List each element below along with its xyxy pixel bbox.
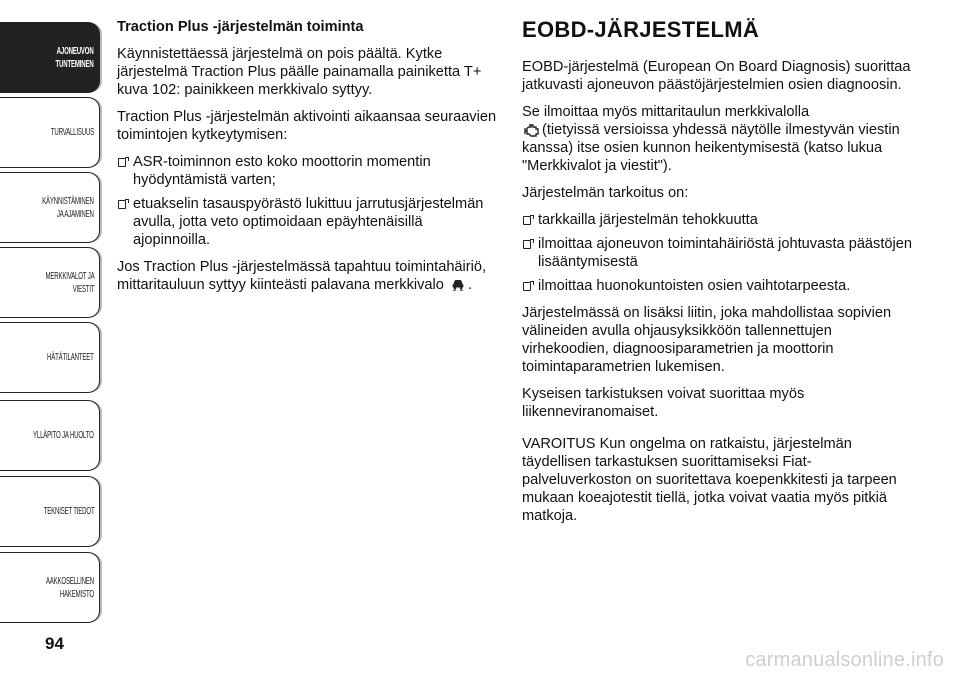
list-item-text: etuakselin tasauspyörästö lukittuu jarrutusjärjestelmän avulla, jotta veto optimoidaan epäyhtenäisillä ajopinnoilla. <box>133 196 484 248</box>
left-column <box>117 18 499 303</box>
paragraph: Traction Plus -järjestelmän aktivointi aikaansaa seuraavien toimintojen kytkeytymisen: <box>117 109 497 143</box>
warning-paragraph: VAROITUS Kun ongelma on ratkaistu, järjestelmän täydellisen tarkastuksen suorittamiseksi Fiat-palveluverkoston on suoritettava koepenkkitesti ja tarpeen mukaan koeajotestit tiellä, jotka voivat vaatia myös pitkiä matkoja. <box>522 436 897 524</box>
tab-hakemisto[interactable] <box>0 552 100 623</box>
tab-label-line: AAKKOSELLINEN <box>45 575 94 587</box>
bullet-list <box>522 211 914 295</box>
tab-label-line: YLLÄPITO JA HUOLTO <box>33 430 94 441</box>
list-item <box>117 195 499 249</box>
tab-label-line: AJONEUVON <box>57 45 94 57</box>
paragraph-text: (tietyissä versioissa yhdessä näytölle ilmestyvän viestin kanssa) itse osien kunnon heikentymisestä (katso lukua "Merkkivalot ja viestit"). <box>522 122 900 174</box>
section-heading: EOBD-JÄRJESTELMÄ <box>522 17 760 42</box>
watermark: carmanualsonline.info <box>745 649 944 671</box>
tab-label-line: KÄYNNISTÄMINEN <box>42 195 94 207</box>
tab-merkkivalot[interactable] <box>0 247 100 318</box>
tab-label-line: JA AJAMINEN <box>57 208 94 220</box>
bullet-icon <box>118 200 126 209</box>
bullet-icon <box>523 216 531 225</box>
paragraph-text: . <box>467 277 473 293</box>
car-skidding-warning-icon <box>450 276 466 292</box>
bullet-icon <box>523 240 531 249</box>
bullet-icon <box>523 282 531 291</box>
list-item-text: ASR-toiminnon esto koko moottorin momentin hyödyntämistä varten; <box>133 154 431 188</box>
paragraph: Käynnistettäessä järjestelmä on pois päältä. Kytke järjestelmä Traction Plus päälle painamalla painiketta T+ kuva 102: painikkeen merkkivalo syttyy. <box>117 46 482 98</box>
bullet-list <box>117 153 499 249</box>
paragraph <box>522 103 914 175</box>
tab-label-line: HÄTÄTILANTEET <box>47 352 94 363</box>
tab-hatatilanteet[interactable] <box>0 322 100 393</box>
tab-label-line: TEKNISET TIEDOT <box>43 506 94 517</box>
paragraph: Järjestelmässä on lisäksi liitin, joka mahdollistaa sopivien välineiden avulla ohjausyksikköön tallennettujen virhekoodien, diagnoosiparametrien ja moottorin toimintaparametrien lukemisen. <box>522 305 892 375</box>
tab-tekniset-tiedot[interactable] <box>0 476 100 547</box>
list-item <box>522 277 914 295</box>
paragraph-text: Jos Traction Plus -järjestelmässä tapahtuu toimintahäiriö, mittaritauluun syttyy kiinteästi palavana merkkivalo <box>117 259 487 293</box>
tab-turvallisuus[interactable] <box>0 97 100 168</box>
list-item-text: tarkkailla järjestelmän tehokkuutta <box>538 212 758 228</box>
page-number: 94 <box>45 634 64 653</box>
paragraph: EOBD-järjestelmä (European On Board Diagnosis) suorittaa jatkuvasti ajoneuvon päästöjärjestelmien osien diagnoosin. <box>522 59 911 93</box>
tab-label-line: TURVALLISUUS <box>50 127 94 138</box>
list-item-text: ilmoittaa huonokuntoisten osien vaihtotarpeesta. <box>538 278 851 294</box>
list-item-text: ilmoittaa ajoneuvon toimintahäiriöstä johtuvasta päästöjen lisääntymisestä <box>538 236 912 270</box>
tab-label-line: HAKEMISTO <box>59 588 94 600</box>
tab-kaynnistaminen[interactable] <box>0 172 100 243</box>
bullet-icon <box>118 158 126 167</box>
list-item <box>522 211 914 229</box>
list-item <box>522 235 914 271</box>
list-item <box>117 153 499 189</box>
section-subheading: Traction Plus -järjestelmän toiminta <box>117 19 364 35</box>
paragraph: Järjestelmän tarkoitus on: <box>522 185 689 201</box>
paragraph <box>117 258 499 294</box>
tab-label-line: MERKKIVALOT JA <box>45 270 94 282</box>
engine-check-icon <box>524 124 540 137</box>
tab-ajoneuvon-tunteminen[interactable] <box>0 22 100 93</box>
tab-label-line: VIESTIT <box>72 283 94 295</box>
paragraph: Kyseisen tarkistuksen voivat suorittaa myös liikenneviranomaiset. <box>522 386 805 420</box>
tab-label-line: TUNTEMINEN <box>55 58 94 70</box>
right-column <box>522 18 914 534</box>
tab-yllapito[interactable] <box>0 400 100 471</box>
paragraph-text: Se ilmoittaa myös mittaritaulun merkkivalolla <box>522 104 810 120</box>
